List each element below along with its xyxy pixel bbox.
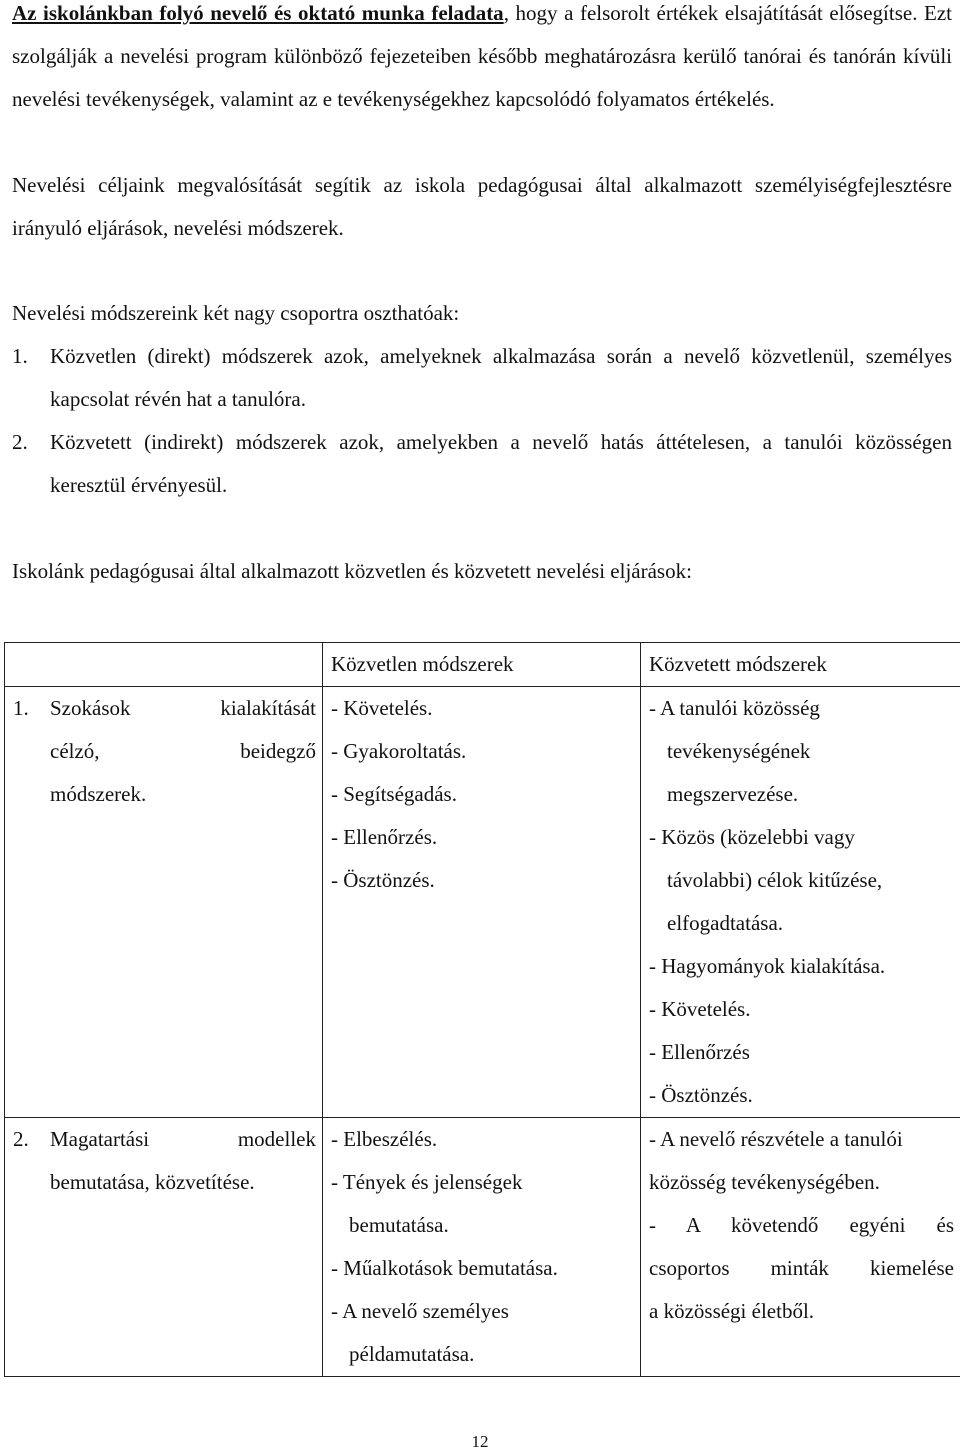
method-number: 2.	[13, 1127, 29, 1151]
method-name-line: bemutatása, közvetítése.	[50, 1170, 255, 1194]
direct-method: - Követelés.	[331, 696, 433, 720]
indirect-methods-cell	[641, 687, 960, 1118]
method-name-line: módszerek.	[50, 782, 147, 806]
direct-method: - Műalkotások bemutatása.	[331, 1256, 558, 1280]
methods-table	[4, 642, 960, 1377]
indirect-method: - A követendő egyéni és	[649, 1213, 954, 1237]
direct-method: - Tények és jelenségek	[331, 1170, 523, 1194]
list-item-number: 1.	[12, 344, 28, 368]
intro-bold-lead: Az iskolánkban folyó nevelő és oktató munka feladata	[12, 1, 504, 25]
page-number: 12	[471, 1432, 489, 1451]
method-name-line: célzó, beidegző	[50, 739, 316, 763]
indirect-method: - Követelés.	[649, 997, 751, 1021]
direct-method: - Ösztönzés.	[331, 868, 435, 892]
indirect-method: - A nevelő részvétele a tanulói	[649, 1127, 903, 1151]
direct-method: - Elbeszélés.	[331, 1127, 438, 1151]
direct-method: példamutatása.	[349, 1342, 475, 1366]
list-item-text: Közvetett (indirekt) módszerek azok, amelyekben a nevelő hatás áttételesen, a tanulói közösségen keresztül érvényesül.	[50, 430, 952, 497]
indirect-method: elfogadtatása.	[667, 911, 784, 935]
indirect-method: csoportos minták kiemelése	[649, 1256, 954, 1280]
method-name-cell	[5, 1118, 323, 1377]
method-name-line: Magatartási modellek	[50, 1127, 316, 1151]
table-intro: Iskolánk pedagógusai által alkalmazott közvetlen és közvetett nevelési eljárások:	[12, 559, 692, 583]
intro-rest: , hogy a felsorolt értékek elsajátítását elősegítse. Ezt szolgálják a nevelési program különböző fejezeteiben később meghatározásra kerülő tanórai és tanórán kívüli nevelési tevékenységek, valamint az e tevékenységekhez kapcsolódó folyamatos értékelés.	[12, 1, 952, 111]
method-name-cell	[5, 687, 323, 1118]
direct-method: - Ellenőrzés.	[331, 825, 438, 849]
goals-paragraph: Nevelési céljaink megvalósítását segítik az iskola pedagógusai által alkalmazott személyiségfejlesztésre irányuló eljárások, nevelési módszerek.	[12, 173, 952, 240]
table-row	[5, 1118, 960, 1377]
list-item	[12, 335, 952, 421]
direct-method: bemutatása.	[349, 1213, 449, 1237]
list-item-number: 2.	[12, 430, 28, 454]
groups-title: Nevelési módszereink két nagy csoportra oszthatóak:	[12, 301, 460, 325]
direct-method: - Gyakoroltatás.	[331, 739, 467, 763]
indirect-method: - Közös (közelebbi vagy	[649, 825, 855, 849]
direct-methods-cell	[323, 1118, 641, 1377]
indirect-method: a közösségi életből.	[649, 1299, 815, 1323]
groups-list	[12, 335, 952, 507]
method-name-line: Szokások kialakítását	[50, 696, 316, 720]
direct-methods-cell	[323, 687, 641, 1118]
list-item-text: Közvetlen (direkt) módszerek azok, amelyeknek alkalmazása során a nevelő közvetlenül, személyes kapcsolat révén hat a tanulóra.	[50, 344, 952, 411]
table-header-cell: Közvetlen módszerek	[323, 643, 641, 687]
table-row	[5, 687, 960, 1118]
indirect-method: megszervezése.	[667, 782, 799, 806]
indirect-method: tevékenységének	[667, 739, 811, 763]
indirect-method: - Hagyományok kialakítása.	[649, 954, 886, 978]
indirect-method: - Ellenőrzés	[649, 1040, 750, 1064]
direct-method: - Segítségadás.	[331, 782, 457, 806]
list-item	[12, 421, 952, 507]
indirect-method: közösség tevékenységében.	[649, 1170, 880, 1194]
method-number: 1.	[13, 696, 29, 720]
indirect-methods-cell	[641, 1118, 960, 1377]
direct-method: - A nevelő személyes	[331, 1299, 509, 1323]
indirect-method: - A tanulói közösség	[649, 696, 820, 720]
intro-paragraph	[12, 0, 952, 121]
indirect-method: - Ösztönzés.	[649, 1083, 753, 1107]
table-header-cell	[5, 643, 323, 687]
table-header-row	[5, 643, 960, 687]
indirect-method: távolabbi) célok kitűzése,	[667, 868, 883, 892]
table-header-cell: Közvetett módszerek	[641, 643, 960, 687]
